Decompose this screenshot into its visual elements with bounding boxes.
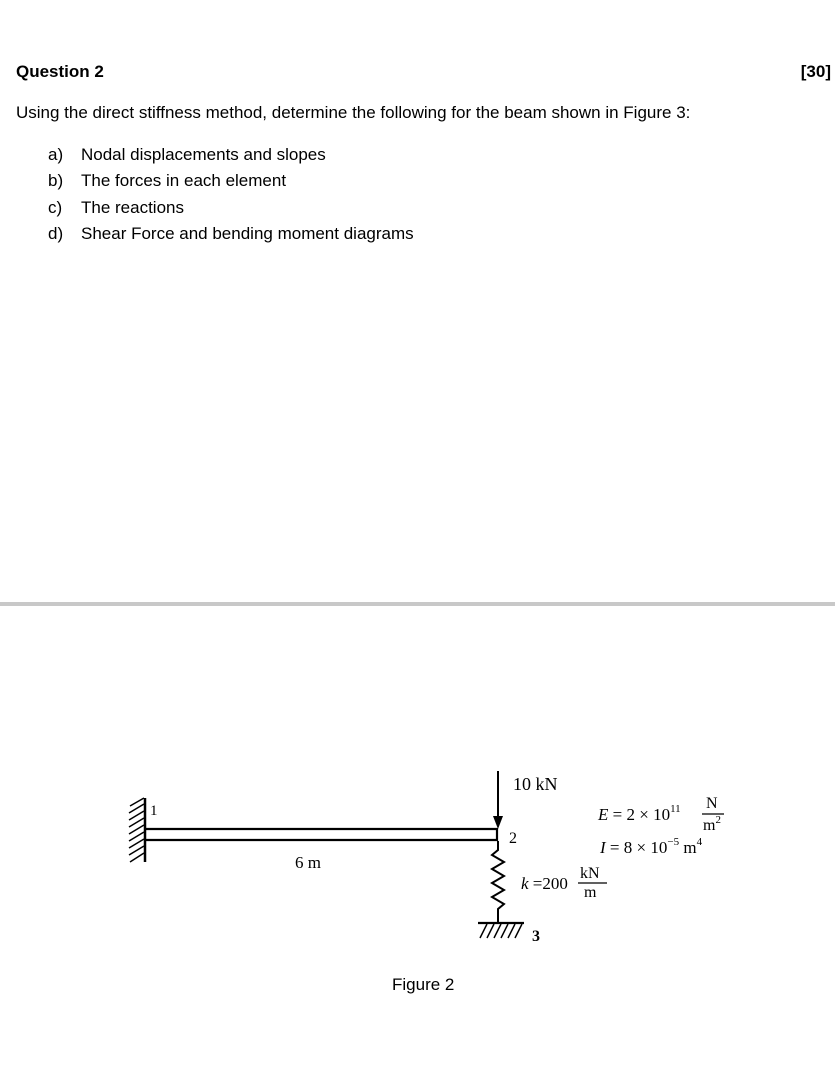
task-text: Nodal displacements and slopes: [81, 145, 326, 164]
question-title: Question 2: [16, 62, 104, 81]
e-value: = 2 × 10: [608, 805, 671, 824]
task-item-c: [48, 197, 414, 223]
task-text: The reactions: [81, 197, 184, 217]
k-unit-denominator: m: [584, 884, 597, 901]
task-item-a: [48, 144, 414, 170]
e-exponent: 11: [670, 803, 681, 815]
i-exponent: −5: [667, 836, 680, 848]
modulus-formula: [597, 795, 724, 834]
e-unit-numerator: N: [706, 795, 718, 812]
k-unit-numerator: kN: [580, 865, 600, 882]
i-symbol: I: [600, 838, 606, 857]
svg-text:E = 2 × 1011: [597, 803, 681, 824]
k-value: =200: [528, 874, 568, 893]
figure-caption: Figure 2: [392, 975, 455, 994]
inertia-formula: [599, 836, 703, 857]
fixed-support: [129, 798, 145, 862]
task-text: The forces in each element: [81, 171, 287, 191]
node-3-label: 3: [532, 928, 540, 945]
svg-text:I = 8 × 10−5 m4: [599, 836, 703, 857]
load-arrow: [493, 771, 503, 829]
task-label: a): [48, 145, 64, 164]
svg-text:m2: [703, 814, 721, 834]
e-unit-exponent: 2: [715, 814, 721, 826]
svg-text:k =200: [521, 874, 568, 893]
node-1-label: 1: [150, 803, 158, 819]
task-item-b: [48, 170, 414, 196]
task-item-d: [48, 223, 414, 249]
task-label: b): [48, 171, 64, 191]
task-list: [48, 144, 414, 249]
i-unit-exponent: 4: [696, 836, 703, 848]
spring-stiffness-formula: [521, 865, 607, 901]
ground-support: [478, 923, 524, 938]
spring: [492, 841, 504, 922]
e-unit-denominator: m: [703, 817, 716, 834]
task-text: Shear Force and bending moment diagrams: [81, 223, 414, 243]
i-value: = 8 × 10: [605, 838, 668, 857]
top-edge: [0, 0, 835, 4]
load-label: 10 kN: [513, 774, 558, 794]
question-marks: [30]: [800, 62, 831, 81]
i-unit: m: [679, 838, 697, 857]
beam-figure: [0, 606, 835, 1085]
beam: [145, 828, 498, 841]
k-symbol: k: [521, 874, 529, 893]
node-2-label: 2: [509, 830, 517, 847]
e-symbol: E: [598, 805, 609, 824]
span-label: 6 m: [295, 853, 321, 872]
task-label: c): [48, 197, 63, 217]
task-label: d): [48, 223, 64, 243]
question-intro: Using the direct stiffness method, determine the following for the beam shown in Figure 3:: [16, 103, 691, 122]
